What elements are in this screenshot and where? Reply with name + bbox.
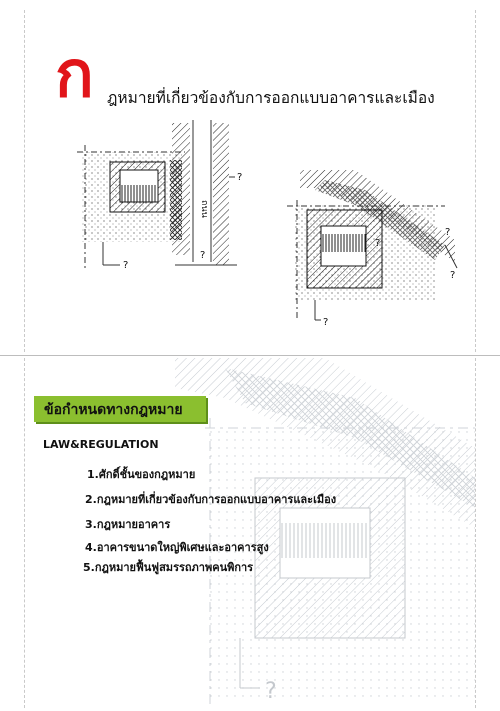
question-mark: ?: [450, 270, 456, 281]
list-item: 1.ศักดิ์ชั้นของกฎหมาย: [87, 468, 196, 481]
list-item: 2.กฎหมายที่เกี่ยวข้องกับการออกแบบอาคารและเมือง: [85, 493, 337, 506]
list-item: 5.กฎหมายฟื้นฟูสมรรถภาพคนพิการ: [83, 561, 254, 574]
legal-requirements-banner: [34, 396, 206, 422]
list-item: 4.อาคารขนาดใหญ่พิเศษและอาคารสูง: [85, 541, 269, 554]
question-mark: ?: [200, 250, 206, 261]
title-text: ฎหมายที่เกี่ยวข้องกับการออกแบบอาคารและเมือง: [107, 89, 435, 107]
law-regulation-heading: LAW&REGULATION: [43, 438, 159, 451]
banner-text: ข้อกำหนดทางกฎหมาย: [44, 402, 183, 418]
question-mark: ?: [445, 227, 451, 238]
bg-question-mark: ?: [265, 679, 277, 704]
question-mark: ?: [375, 238, 381, 249]
question-mark: ?: [237, 172, 243, 183]
page-separator: [0, 355, 500, 356]
left-sketch: [77, 120, 242, 271]
list-item: 3.กฎหมายอาคาร: [85, 518, 171, 531]
slide-2: [24, 358, 476, 708]
road-label: ถนน: [199, 200, 209, 218]
slide-1: [24, 10, 476, 352]
site-plan-sketches: [25, 10, 475, 352]
title-initial-letter: ก: [55, 37, 94, 112]
question-mark: ?: [323, 317, 329, 328]
right-sketch: [287, 170, 457, 328]
question-mark: ?: [123, 260, 129, 271]
